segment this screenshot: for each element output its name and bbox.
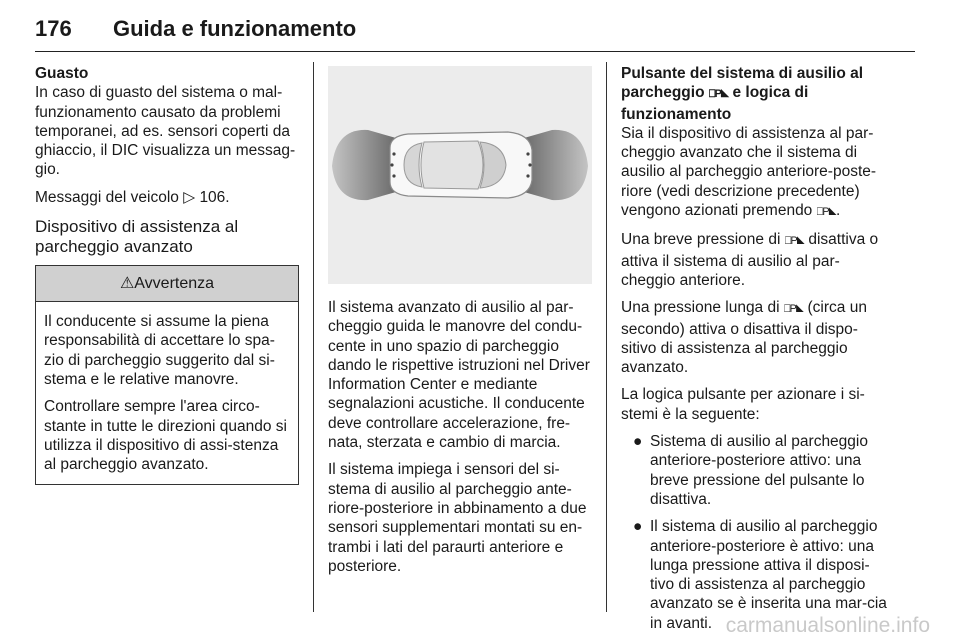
section-title: Dispositivo di assistenza al parcheggio avanzato: [35, 217, 239, 257]
column-right: [621, 64, 887, 641]
list-item: ● Il sistema di ausilio al parcheggio anteriore-posteriore è attivo: una lunga pressione attiva il disposi-tivo di assistenza al parcheggio avanzato se è inserita una mar-cia in avanti.: [633, 518, 887, 632]
messages-page-link[interactable]: 106.: [199, 188, 230, 206]
column-left: [35, 64, 299, 485]
fault-title: Guasto: [35, 65, 89, 82]
parking-sensor-illustration: [328, 66, 592, 284]
warning-body: [36, 302, 298, 484]
warning-paragraph: Controllare sempre l'area circo-stante in tutte le direzioni quando si utilizza il dispositivo di assi-stenza al parcheggio avanzato.: [44, 398, 287, 474]
chapter-title: Guida e funzionamento: [113, 16, 357, 41]
parking-assist-icon: ⎕P◣: [784, 235, 805, 248]
body-paragraph: Il sistema avanzato di ausilio al par-cheggio guida le manovre del condu-cente in uno spazio di parcheggio dando le rispettive istruzioni nel Driver Information Center e mediante segnalazioni acustiche. Il conducente deve controllare accelerazione, fre-nata, sterzata e cambio di marcia.: [328, 299, 590, 452]
column-middle: [328, 64, 592, 584]
warning-box: [35, 265, 299, 485]
list-item: ● Sistema di ausilio al parcheggio anteriore-posteriore attivo: una breve pressione del pulsante lo disattiva.: [633, 433, 868, 508]
messages-reference: [35, 188, 299, 207]
body-paragraph: Sia il dispositivo di assistenza al par-cheggio avanzato che il sistema di ausilio al parcheggio anteriore-poste-riore (vedi descrizione precedente) vengono azionati premendo ⎕P◣.: [621, 124, 877, 220]
page-header: [35, 14, 915, 52]
parking-assist-icon: ⎕P◣: [708, 88, 729, 101]
front-sensor-zone: [524, 130, 588, 200]
rear-sensor-zone: [332, 130, 396, 200]
warning-triangle-icon: ⚠: [119, 275, 135, 293]
car-top-view: [390, 132, 532, 198]
column-divider: [606, 62, 607, 612]
warning-paragraph: Il conducente si assume la piena responsabilità di accettare lo spa-zio di parcheggio suggerito dal si-stema e le relative manovre.: [44, 313, 275, 388]
body-paragraph: Il sistema impiega i sensori del si-stema di ausilio al parcheggio ante-riore-posteriore in abbinamento a due sensori supplementari montati su en-trambi i lati del paraurti anteriore e posteriore.: [328, 461, 587, 575]
page-number: 176: [35, 16, 72, 41]
body-paragraph: Una breve pressione di ⎕P◣ disattiva o attiva il sistema di ausilio al par-cheggio anteriore.: [621, 231, 879, 289]
parking-assist-icon: ⎕P◣: [783, 303, 804, 316]
body-paragraph: La logica pulsante per azionare i si-stemi è la seguente:: [621, 386, 865, 423]
messages-text: Messaggi del veicolo: [35, 188, 179, 206]
watermark: carmanualsonline.info: [725, 614, 930, 637]
car-sensor-diagram: [328, 66, 592, 284]
section-heading: Pulsante del sistema di ausilio al parcheggio ⎕P◣ e logica di funzionamento: [621, 65, 864, 123]
logic-list: [621, 432, 887, 633]
bullet-icon: ●: [633, 518, 643, 536]
parking-assist-icon: ⎕P◣: [816, 206, 836, 219]
warning-title: Avvertenza: [134, 275, 215, 293]
fault-text: In caso di guasto del sistema o mal-funzionamento causato da problemi temporanei, ad es. sensori coperti da ghiaccio, il DIC visualizza un messag-gio.: [35, 84, 296, 179]
bullet-icon: ●: [633, 433, 643, 451]
column-divider: [313, 62, 314, 612]
body-paragraph: Una pressione lunga di ⎕P◣ (circa un secondo) attiva o disattiva il dispo-sitivo di assistenza al parcheggio avanzato.: [621, 299, 867, 377]
triangle-arrow-icon: ▷: [183, 188, 196, 206]
warning-header: [36, 266, 298, 302]
